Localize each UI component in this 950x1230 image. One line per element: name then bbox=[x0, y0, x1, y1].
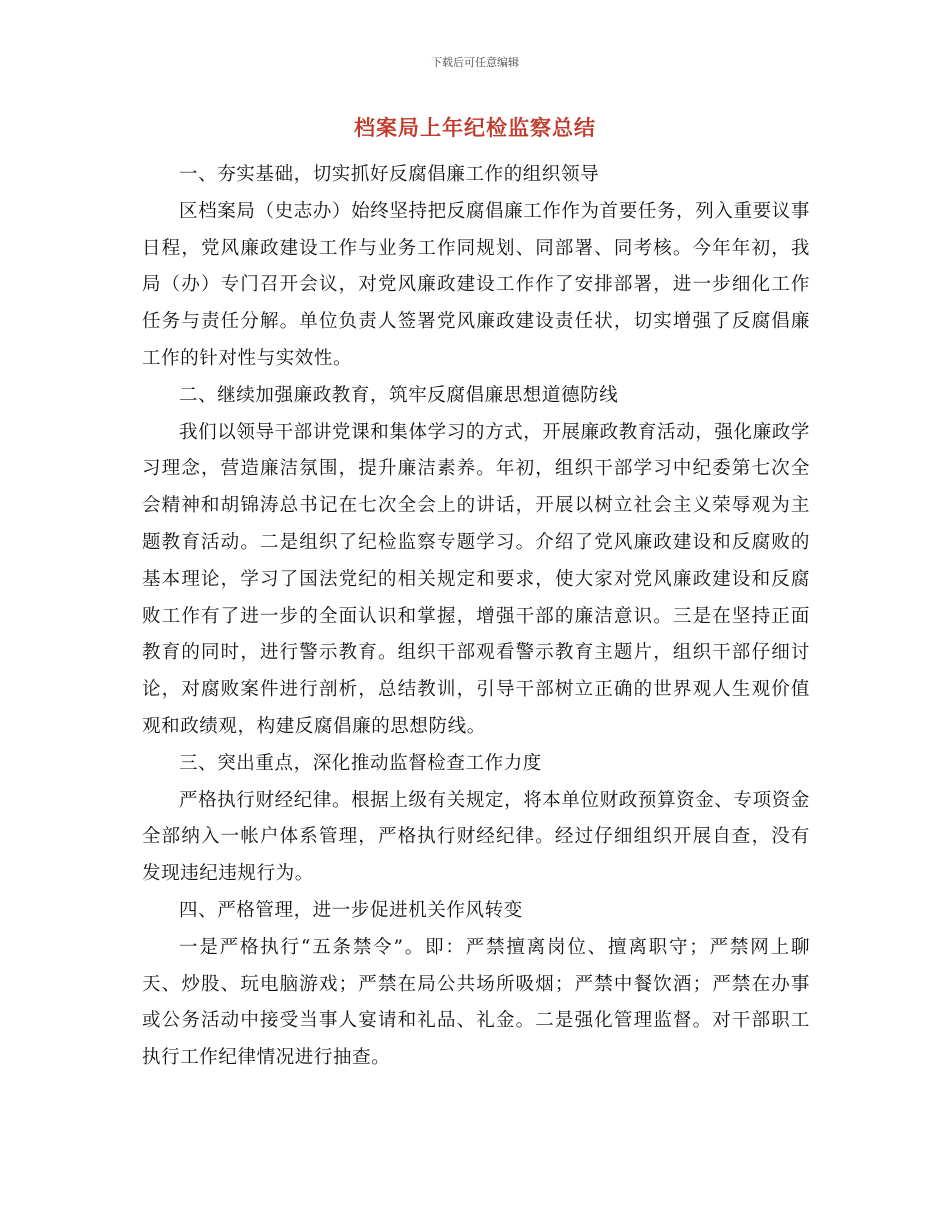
paragraph-1: 区档案局（史志办）始终坚持把反腐倡廉工作作为首要任务，列入重要议事日程，党风廉政建设工作与业务工作同规划、同部署、同考核。今年年初，我局（办）专门召开会议，对党风廉政建设工作作了安排部署，进一步细化工作任务与责任分解。单位负责人签署党风廉政建设责任状，切实增强了反腐倡廉工作的针对性与实效性。 bbox=[142, 200, 810, 369]
document-body bbox=[142, 157, 810, 1077]
document-title: 档案局上年纪检监察总结 bbox=[354, 116, 596, 140]
section-heading-4: 四、严格管理，进一步促进机关作风转变 bbox=[179, 899, 523, 921]
section-heading-2: 二、继续加强廉政教育，筑牢反腐倡廉思想道德防线 bbox=[179, 384, 619, 406]
paragraph-3: 严格执行财经纪律。根据上级有关规定，将本单位财政预算资金、专项资金全部纳入一帐户体系管理，严格执行财经纪律。经过仔细组织开展自查，没有发现违纪违规行为。 bbox=[142, 789, 810, 885]
paragraph-4: 一是严格执行“五条禁令”。即：严禁擅离岗位、擅离职守；严禁网上聊天、炒股、玩电脑游戏；严禁在局公共场所吸烟；严禁中餐饮酒；严禁在办事或公务活动中接受当事人宴请和礼品、礼金。二是强化管理监督。对干部职工执行工作纪律情况进行抽查。 bbox=[142, 936, 810, 1069]
header-note: 下载后可任意编辑 bbox=[431, 56, 519, 69]
paragraph-2: 我们以领导干部讲党课和集体学习的方式，开展廉政教育活动，强化廉政学习理念，营造廉洁氛围，提升廉洁素养。年初，组织干部学习中纪委第七次全会精神和胡锦涛总书记在七次全会上的讲话，开展以树立社会主义荣辱观为主题教育活动。二是组织了纪检监察专题学习。介绍了党风廉政建设和反腐败的基本理论，学习了国法党纪的相关规定和要求，使大家对党风廉政建设和反腐败工作有了进一步的全面认识和掌握，增强干部的廉洁意识。三是在坚持正面教育的同时，进行警示教育。组织干部观看警示教育主题片，组织干部仔细讨论，对腐败案件进行剖析，总结教训，引导干部树立正确的世界观人生观价值观和政绩观，构建反腐倡廉的思想防线。 bbox=[142, 421, 810, 737]
section-heading-1: 一、夯实基础，切实抓好反腐倡廉工作的组织领导 bbox=[179, 164, 600, 185]
section-heading-3: 三、突出重点，深化推动监督检查工作力度 bbox=[179, 752, 542, 774]
